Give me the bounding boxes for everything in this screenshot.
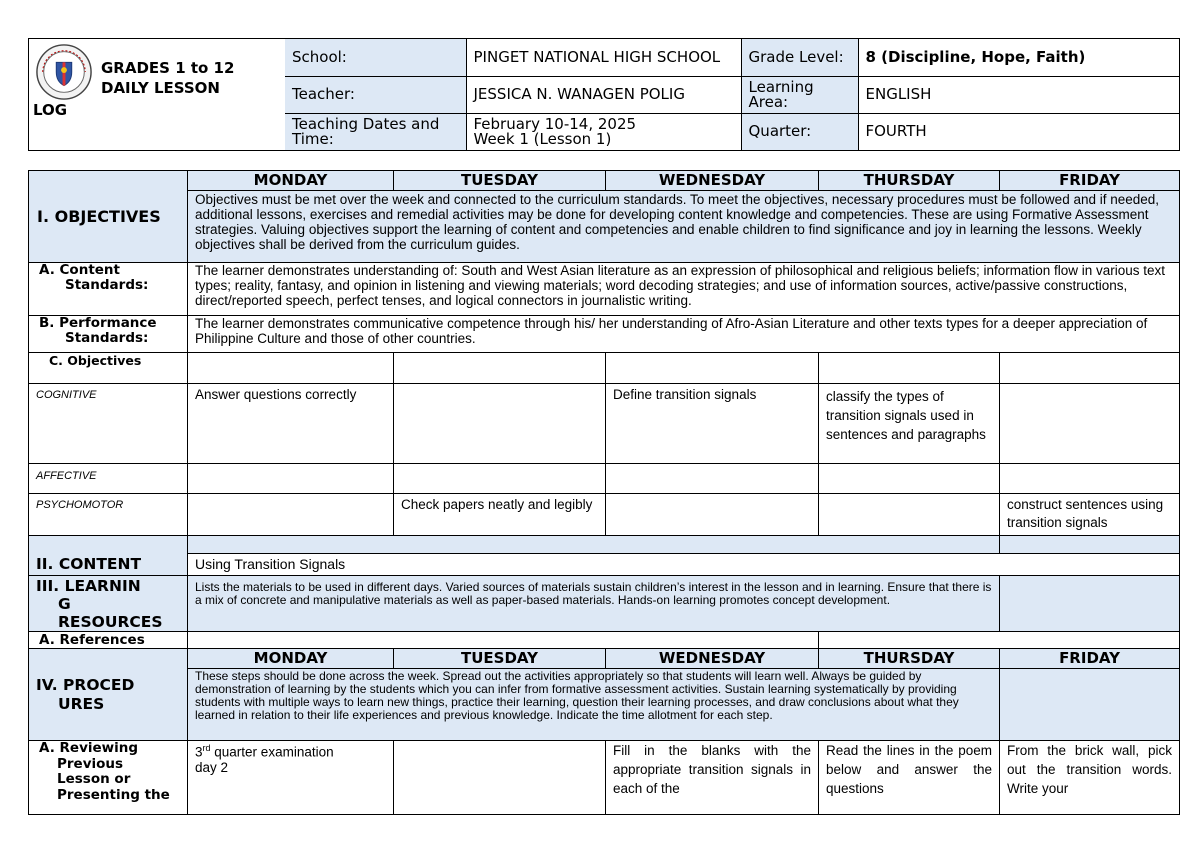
teaching-dates-line-2: Week 1 (Lesson 1)	[473, 129, 612, 148]
school-value: PINGET NATIONAL HIGH SCHOOL	[466, 39, 741, 76]
day-wednesday: WEDNESDAY	[606, 171, 819, 191]
day-thursday: THURSDAY	[819, 171, 1000, 191]
reviewing-label-2: Previous	[57, 755, 124, 772]
procedures-heading-a: IV. PROCED	[36, 675, 135, 694]
c-objectives-wed	[606, 353, 819, 384]
day-monday: MONDAY	[188, 171, 394, 191]
learning-resources-heading-b: G	[58, 595, 71, 613]
affective-label: AFFECTIVE	[29, 464, 188, 494]
header-info-grid	[285, 39, 1179, 150]
reviewing-wed: Fill in the blanks with the appropriate transition signals in each of the	[606, 741, 819, 815]
reviewing-label-4: Presenting the	[57, 786, 170, 803]
c-objectives-mon	[188, 353, 394, 384]
reviewing-tue	[394, 741, 606, 815]
psychomotor-fri: construct sentences using transition signals	[1000, 494, 1180, 536]
cognitive-row	[29, 384, 1180, 464]
affective-mon	[188, 464, 394, 494]
affective-tue	[394, 464, 606, 494]
reviewing-mon-text: quarter examination	[210, 744, 334, 760]
learning-resources-fri	[1000, 576, 1180, 632]
reviewing-fri: From the brick wall, pick out the transition words. Write your	[1000, 741, 1180, 815]
procedures-text: These steps should be done across the week. Spread out the activities appropriately so that students will learn well. Always be guided by demonstration of learning by the students which you can infer from formative assessment activities. Sustain learning systematically by providing students with multiple ways to learn new things, practice their learning, question their learning processes, and draw conclusions about what they learned in relation to their life experiences and previous knowledge. Indicate the time allotment for each step.	[188, 669, 1000, 741]
content-standards-text: The learner demonstrates understanding of: South and West Asian literature as an expression of philosophical and religious beliefs; information flow in various text types; reality, fantasy, and opinion in listening and viewing materials; word decoding strategies; and use of information sources, active/passive constructions, direct/reported speech, perfect tenses, and logical connectors in journalistic writing.	[188, 263, 1180, 316]
objectives-heading: I. OBJECTIVES	[29, 171, 188, 263]
title-line-3: LOG	[33, 101, 68, 119]
cognitive-mon: Answer questions correctly	[188, 384, 394, 464]
psychomotor-label: PSYCHOMOTOR	[29, 494, 188, 536]
lesson-log-grid	[28, 170, 1180, 815]
cognitive-wed: Define transition signals	[606, 384, 819, 464]
learning-area-value: ENGLISH	[858, 76, 1179, 113]
reviewing-label-3: Lesson or	[57, 771, 131, 787]
procedures-day-wednesday: WEDNESDAY	[606, 649, 819, 669]
procedures-day-tuesday: TUESDAY	[394, 649, 606, 669]
content-text: Using Transition Signals	[188, 554, 1180, 576]
grade-level-label: Grade Level:	[741, 39, 858, 76]
learning-resources-heading-c: RESOURCES	[58, 613, 163, 631]
c-objectives-fri	[1000, 353, 1180, 384]
affective-row	[29, 464, 1180, 494]
reviewing-mon	[188, 741, 394, 815]
affective-thu	[819, 464, 1000, 494]
grade-level-value: 8 (Discipline, Hope, Faith)	[858, 39, 1179, 76]
day-header-row	[29, 171, 1180, 191]
references-label: A. References	[29, 632, 188, 649]
performance-standards-label	[29, 316, 188, 353]
affective-wed	[606, 464, 819, 494]
title-line-1: GRADES 1 to 12	[101, 59, 235, 77]
title-cell	[29, 39, 286, 150]
content-standards-label-b: Standards:	[65, 277, 149, 293]
procedures-heading-b: URES	[58, 694, 105, 713]
performance-standards-label-b: Standards:	[65, 330, 149, 346]
c-objectives-thu	[819, 353, 1000, 384]
cognitive-label: COGNITIVE	[29, 384, 188, 464]
quarter-value: FOURTH	[858, 113, 1179, 150]
reviewing-thu: Read the lines in the poem below and answer the questions	[819, 741, 1000, 815]
reviewing-mon-num: 3	[195, 744, 203, 760]
reviewing-row	[29, 741, 1180, 815]
content-heading: II. CONTENT	[29, 536, 188, 576]
objectives-text: Objectives must be met over the week and connected to the curriculum standards. To meet the objectives, necessary procedures must be followed and if needed, additional lessons, exercises and remedial activities may be done for developing content knowledge and competencies. These are using Formative Assessment strategies. Valuing objectives support the learning of content and competencies and enable children to find significance and joy in learning the lessons. Weekly objectives shall be derived from the curriculum guides.	[188, 191, 1180, 263]
learning-area-label: Learning Area:	[741, 76, 858, 113]
cognitive-fri	[1000, 384, 1180, 464]
content-spacer-fri	[1000, 536, 1180, 554]
psychomotor-tue: Check papers neatly and legibly	[394, 494, 606, 536]
reviewing-mon-day: day 2	[195, 759, 229, 775]
c-objectives-tue	[394, 353, 606, 384]
references-thu-fri	[819, 632, 1180, 649]
teaching-dates-label: Teaching Dates and Time:	[285, 113, 466, 150]
psychomotor-row	[29, 494, 1180, 536]
performance-standards-text: The learner demonstrates communicative competence through his/ her understanding of Afro-Asian Literature and other texts types for a deeper appreciation of Philippine Culture and those of other countries.	[188, 316, 1180, 353]
c-objectives-label: C. Objectives	[29, 353, 188, 384]
affective-fri	[1000, 464, 1180, 494]
procedures-heading	[29, 649, 188, 741]
quarter-label: Quarter:	[741, 113, 858, 150]
procedures-day-header-row	[29, 649, 1180, 669]
teaching-dates-line-1: February 10-14, 2025	[473, 114, 637, 133]
psychomotor-mon	[188, 494, 394, 536]
cognitive-thu: classify the types of transition signals used in sentences and paragraphs	[819, 384, 1000, 464]
psychomotor-thu	[819, 494, 1000, 536]
day-friday: FRIDAY	[1000, 171, 1180, 191]
performance-standards-label-a: B. Performance	[39, 315, 157, 331]
deped-seal-icon	[35, 43, 93, 101]
content-standards-label	[29, 263, 188, 316]
cognitive-tue	[394, 384, 606, 464]
learning-resources-text: Lists the materials to be used in different days. Varied sources of materials sustain children’s interest in the lesson and in learning. Ensure that there is a mix of concrete and manipulative materials as well as paper-based materials. Hands-on learning promotes concept development.	[188, 576, 1000, 632]
reviewing-label	[29, 741, 188, 815]
teacher-label: Teacher:	[285, 76, 466, 113]
learning-resources-heading-a: III. LEARNIN	[36, 577, 141, 595]
school-label: School:	[285, 39, 466, 76]
content-standards-label-a: A. Content	[39, 262, 120, 278]
day-tuesday: TUESDAY	[394, 171, 606, 191]
procedures-day-thursday: THURSDAY	[819, 649, 1000, 669]
procedures-day-monday: MONDAY	[188, 649, 394, 669]
reviewing-mon-sup: rd	[202, 743, 211, 753]
psychomotor-wed	[606, 494, 819, 536]
teaching-dates-value	[466, 113, 741, 150]
title-line-2: DAILY LESSON	[101, 79, 220, 97]
dll-header	[28, 38, 1180, 151]
learning-resources-heading	[29, 576, 188, 632]
reviewing-label-1: A. Reviewing	[39, 740, 139, 756]
procedures-day-friday: FRIDAY	[1000, 649, 1180, 669]
teacher-value: JESSICA N. WANAGEN POLIG	[466, 76, 741, 113]
references-mon-wed	[188, 632, 819, 649]
content-spacer	[188, 536, 1000, 554]
procedures-text-fri	[1000, 669, 1180, 741]
